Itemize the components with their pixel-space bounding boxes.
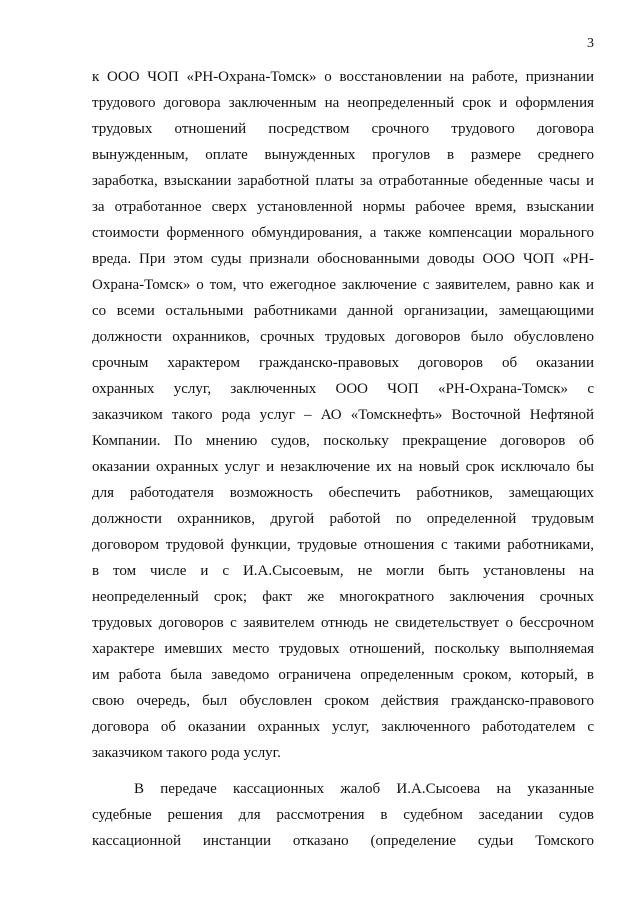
text-line: для работодателя возможность обеспечить работников, замещающих	[92, 485, 594, 501]
text-line: им работа была заведомо ограничена определенным сроком, который, в	[92, 667, 594, 683]
document-body	[92, 64, 594, 854]
text-line: заказчиком такого рода услуг.	[92, 745, 281, 761]
text-line: со всеми остальными работниками данной организации, замещающими	[92, 303, 594, 319]
text-line: срочным характером гражданско-правовых договоров об оказании	[92, 355, 594, 371]
text-line: трудовых отношений посредством срочного трудового договора	[92, 121, 594, 137]
text-line: трудовых договоров с заявителем отнюдь не свидетельствует о бессрочном	[92, 615, 594, 631]
text-line: вреда. При этом суды признали обоснованными доводы ООО ЧОП «РН-	[92, 251, 594, 267]
text-line: В передаче кассационных жалоб И.А.Сысоева на указанные	[134, 781, 594, 797]
text-line: судебные решения для рассмотрения в судебном заседании судов	[92, 807, 594, 823]
text-line: за отработанное сверх установленной нормы рабочее время, взыскании	[92, 199, 594, 215]
text-line: Охрана-Томск» о том, что ежегодное заключение с заявителем, равно как и	[92, 277, 594, 293]
text-line: Компании. По мнению судов, поскольку прекращение договоров об	[92, 433, 594, 449]
text-line: договора об оказании охранных услуг, заключенного работодателем с	[92, 719, 594, 735]
text-line: трудового договора заключенным на неопределенный срок и оформления	[92, 95, 594, 111]
text-line: охранных услуг, заключенных ООО ЧОП «РН-Охрана-Томск» с	[92, 381, 594, 397]
text-line: кассационной инстанции отказано (определение судьи Томского	[92, 833, 594, 849]
text-line: должности охранников, другой работой по определенной трудовым	[92, 511, 594, 527]
text-line: к ООО ЧОП «РН-Охрана-Томск» о восстановлении на работе, признании	[92, 69, 594, 85]
paragraph-gap	[92, 766, 594, 776]
text-line: в том числе и с И.А.Сысоевым, не могли быть установлены на	[92, 563, 594, 579]
text-line: свою очередь, был обусловлен сроком действия гражданско-правового	[92, 693, 594, 709]
text-line: должности охранников, срочных трудовых договоров было обусловлено	[92, 329, 594, 345]
text-line: заказчиком такого рода услуг – АО «Томскнефть» Восточной Нефтяной	[92, 407, 594, 423]
text-line: неопределенный срок; факт же многократного заключения срочных	[92, 589, 594, 605]
text-line: стоимости форменного обмундирования, а также компенсации морального	[92, 225, 594, 241]
text-line: оказании охранных услуг и незаключение их на новый срок исключало бы	[92, 459, 594, 475]
paragraph-2	[92, 776, 594, 854]
text-line: договором трудовой функции, трудовые отношения с такими работниками,	[92, 537, 594, 553]
text-line: вынужденным, оплате вынужденных прогулов в размере среднего	[92, 147, 594, 163]
text-line: характере имевших место трудовых отношений, поскольку выполняемая	[92, 641, 594, 657]
paragraph-1	[92, 64, 594, 766]
page-number: 3	[587, 36, 594, 51]
text-line: заработка, взыскании заработной платы за отработанные обеденные часы и	[92, 173, 594, 189]
